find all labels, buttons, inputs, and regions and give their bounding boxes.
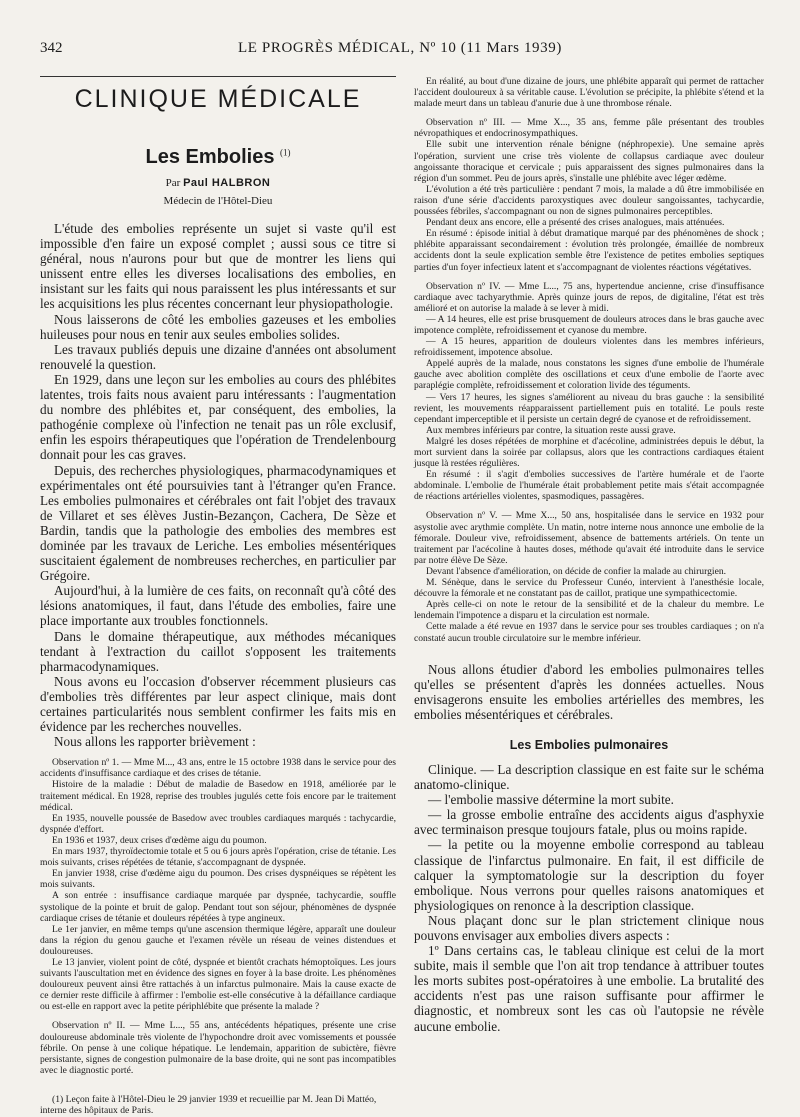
author-name: Paul HALBRON — [183, 177, 271, 189]
page-number: 342 — [40, 40, 63, 56]
left-column — [40, 76, 396, 1117]
journal-title: LE PROGRÈS MÉDICAL, Nº 10 (11 Mars 1939) — [238, 40, 562, 56]
section-rule — [40, 76, 396, 77]
introduction — [40, 221, 396, 749]
paragraph: Les travaux publiés depuis une dizaine d'années ont absolument renouvelé la question. — [40, 341, 396, 372]
author-prefix: Par — [165, 177, 181, 189]
observation-paragraph: Aux membres inférieurs par contre, la situation reste aussi grave. — [426, 424, 676, 436]
observation-1 — [40, 757, 396, 1012]
right-column — [414, 76, 764, 1034]
observation-paragraph: Observation nº 1. — Mme M..., 43 ans, entre le 15 octobre 1938 dans le service pour des accidents d'insuffisance cardiaque et des crises de tétanie. — [40, 757, 396, 780]
observation-paragraph: A son entrée : insuffisance cardiaque marquée par dyspnée, tachycardie, souffle systolique de la pointe et bruit de galop. Pendant tout son séjour, phénomènes de dyspnée cardiaque crises de tétanie et douleurs répétées à type angineux. — [40, 890, 396, 924]
paragraph: Clinique. — La description classique en est faite sur le schéma anatomo-clinique. — [414, 761, 764, 793]
observation-paragraph: Observation nº V. — Mme X..., 50 ans, hospitalisée dans le service en 1932 pour asystolie avec arythmie complète. Un matin, notre interne nous annonce une embolie de la fémorale. Douleur vive, refroidissement, absence de battements artériels. On tente un traitement par l'acécoline à hautes doses, méthode qu'avait été introduite dans le service par notre élève De Sèze. — [414, 510, 764, 566]
observation-paragraph: Observation nº II. — Mme L..., 55 ans, antécédents hépatiques, présente une crise douloureuse abdominale très violente de l'hypochondre droit avec vomissements et poussée fébrile. On pense à une colique hépatique. Le lendemain, apparition de subictère, fièvre persistante, signes de congestion pulmonaire de la base droite, qui ne sont pas incompatibles avec le diagnostic porté. — [40, 1020, 396, 1076]
observation-paragraph: Elle subit une intervention rénale bénigne (néphropexie). Une semaine après l'opération, survient une crise très violente de collapsus cardiaque avec douleur angoissante thoracique et cervicale ; puis apparaissent des signes pulmonaires dans la région d'un sommet. Peu de jours après, s'installe une phlébite avec léger œdème. — [414, 139, 764, 184]
observation-paragraph: Cette malade a été revue en 1937 dans le service pour ses troubles cardiaques ; on n'a constaté aucun trouble circulatoire sur le membre inférieur. — [414, 621, 764, 644]
observation-paragraph: En résumé : il s'agit d'embolies successives de l'artère humérale et de l'aorte abdominale. L'embolie de l'humérale était probablement petite mais s'était accompagnée de réactions artérielles violentes, spasmodiques, passagères. — [414, 469, 764, 503]
paragraph: L'étude des embolies représente un sujet si vaste qu'il est impossible d'en faire un exposé complet ; aussi sous ce titre si général, nous n'aurons pour but que de montrer les liens qui unissent entre elles les diverses localisations des embolies, en insistant sur les faits qui nous paraissent les plus intéressants et sur les acquisitions les plus récentes concernant leur physiopathologie. — [40, 221, 396, 312]
observation-2 — [40, 1020, 396, 1075]
observation-paragraph: Devant l'absence d'amélioration, on décide de confier la malade au chirurgien. — [426, 565, 727, 577]
paragraph: Nous avons eu l'occasion d'observer récemment plusieurs cas d'embolies très différentes par leur aspect clinique, mais dont certaines particularités nous semblent confirmer les faits mis en évidence par les recherches nouvelles. — [40, 673, 396, 735]
observation-paragraph: — Vers 17 heures, les signes s'améliorent au niveau du bras gauche : la sensibilité revient, les mouvements réapparaissent partiellement puis en totalité. Le pouls reste cependant imperceptible et il persiste un certain degré de cyanose et de refroidissement. — [414, 391, 764, 425]
study-outline — [414, 662, 764, 722]
paragraph: Nous allons les rapporter brièvement : — [54, 734, 256, 750]
observation-paragraph: Après celle-ci on note le retour de la sensibilité et de la chaleur du membre. Le lendemain l'impotence a disparu et la circulation est normale. — [414, 599, 764, 622]
observation-paragraph: — A 15 heures, apparition de douleurs violentes dans les membres inférieurs, refroidissement, impotence absolue. — [414, 336, 764, 359]
article-title — [40, 146, 396, 169]
observation-paragraph: L'évolution a été très particulière : pendant 7 mois, la malade a dû être immobilisée en raison d'une série d'accidents paroxystiques avec douleur sangoissantes, tachycardie, poussées fébriles, s'accompagnant ou non de signes pulmonaires perceptibles. — [414, 183, 764, 218]
paragraph: Nous laisserons de côté les embolies gazeuses et les embolies huileuses pour nous en tenir aux seules embolies solides. — [40, 311, 396, 342]
paragraph: Nous plaçant donc sur le plan strictement clinique nous pouvons envisager aux embolies divers aspects : — [414, 912, 764, 943]
observation-paragraph: — A 14 heures, elle est prise brusquement de douleurs atroces dans le bras gauche avec impotence complète, refroidissement et cyanose du membre. — [414, 313, 764, 336]
observation-5 — [414, 510, 764, 643]
paragraph: En 1929, dans une leçon sur les embolies au cours des phlébites latentes, trois faits nous avaient paru intéressants : l'augmentation du nombre des phlébites et, par conséquent, des embolies, la pathogénie complexe où l'infection ne tenait pas un rôle exclusif, enfin les espoirs thérapeutiques que l'opération de Trendelenbourg donnait pour les cas graves. — [40, 371, 396, 463]
observation-paragraph: En 1935, nouvelle poussée de Basedow avec troubles cardiaques marqués : tachycardie, dyspnée d'effort. — [40, 812, 396, 835]
footnote: (1) Leçon faite à l'Hôtel-Dieu le 29 janvier 1939 et recueillie par M. Jean Di Mattéo, interne des hôpitaux de Paris. — [40, 1093, 377, 1117]
observation-paragraph: En 1936 et 1937, deux crises d'œdème aigu du poumon. — [52, 834, 267, 846]
observation-paragraph: En réalité, au bout d'une dizaine de jours, une phlébite apparaît qui permet de rattacher l'accident douloureux à sa véritable cause. L'évolution se précipite, la phlébite s'étend et la malade meurt dans un tableau d'anurie due à une thrombose rénale. — [414, 76, 764, 110]
paragraph: Nous allons étudier d'abord les embolies pulmonaires telles qu'elles se présentent d'après les données actuelles. Nous envisagerons ensuite les embolies artérielles des membres, les embolies mésentériques et cérébrales. — [414, 661, 764, 722]
paragraph: 1º Dans certains cas, le tableau clinique est celui de la mort subite, mais il semble que l'on ait trop tendance à attribuer toutes les morts subites post-opératoires à une embolie. La brutalité des accidents n'est pas une raison suffisante pour affirmer le diagnostic, et nombreux sont les cas où l'autopsie ne révèle aucune embolie. — [414, 943, 764, 1034]
observation-3 — [414, 117, 764, 272]
observation-paragraph: Malgré les doses répétées de morphine et d'acécoline, administrées depuis le début, la mort survient dans la soirée par collapsus, alors que les contractions cardiaques étaient jusque là restées régulières. — [414, 435, 764, 470]
observation-paragraph: Appelé auprès de la malade, nous constatons les signes d'une embolie de l'humérale gauche avec abolition complète des oscillations et ceux d'une embolie de l'aorte avec paraplégie complète, refroidissement et coloration livide des téguments. — [414, 358, 764, 392]
article-title-text: Les Embolies — [145, 146, 275, 168]
observation-paragraph: Observation nº III. — Mme X..., 35 ans, femme pâle présentant des troubles névropathiques et endocrinosympathiques. — [414, 117, 764, 140]
observation-4 — [414, 281, 764, 503]
author-line — [40, 177, 396, 189]
observation-paragraph: Histoire de la maladie : Début de maladie de Basedow en 1918, améliorée par le traitement médical. En 1928, reprise des troubles jugulés cette fois encore par le traitement médical. — [40, 779, 396, 813]
paragraph: Dans le domaine thérapeutique, aux méthodes mécaniques tendant à l'extraction du caillot s'opposent les traitements pharmacodynamiques. — [40, 628, 396, 674]
observation-paragraph: En mars 1937, thyroïdectomie totale et 5 ou 6 jours après l'opération, crise de tétanie. Les mois suivants, crises répétées de tétanie, s'accompagnant de dyspnée. — [40, 846, 396, 869]
observation-2-continued — [414, 76, 764, 109]
observation-paragraph: M. Sénèque, dans le service du Professeur Cunéo, intervient à l'anesthésie locale, découvre la fémorale et ne constatant pas de caillot, pratique une sympathicectomie. — [414, 577, 764, 600]
paragraph: — l'embolie massive détermine la mort subite. — [428, 792, 674, 808]
paragraph: Depuis, des recherches physiologiques, pharmacodynamiques et expérimentales ont été poursuivies tant à l'étranger qu'en France. Les embolies pulmonaires et cérébrales ont fait l'objet des travaux de Villaret et ses élèves Justin-Bezançon, Cachera, De Sèze et Bardin, tandis que la pathologie des embolies des membres est dominée par les travaux de Leriche. Les embolies mésentériques suscitaient également de nombreuses recherches, en particulier par Grégoire. — [40, 462, 396, 584]
paragraph: — la petite ou la moyenne embolie correspond au tableau classique de l'infarctus pulmonaire. En fait, il est difficile de calquer la symptomatologie sur la description du foyer embolique. Nous verrons pour quelles raisons anatomiques et physiologiques on renonce à la description classique. — [414, 837, 764, 913]
paragraph: Aujourd'hui, à la lumière de ces faits, on reconnaît qu'à côté des lésions anatomiques, il faut, dans l'étude des embolies, faire une place importante aux troubles fonctionnels. — [40, 583, 396, 629]
subsection-heading: Les Embolies pulmonaires — [509, 737, 669, 752]
observation-paragraph: En janvier 1938, crise d'œdème aigu du poumon. Des crises dyspnéiques se répètent les mois suivants. — [40, 868, 396, 891]
clinique-section — [414, 762, 764, 1034]
observation-paragraph: Pendant deux ans encore, elle a présenté des crises analogues, mais atténuées. — [426, 217, 725, 229]
title-footnote-ref: (1) — [280, 147, 291, 158]
observation-paragraph: Observation nº IV. — Mme L..., 75 ans, hypertendue ancienne, crise d'insuffisance cardiaque avec tachyarythmie. Après quinze jours de repos, de digitaline, l'état est très amélioré et on autorise la malade à se lever à midi. — [414, 280, 764, 314]
running-header — [0, 40, 800, 62]
paragraph: — la grosse embolie entraîne des accidents aigus d'asphyxie avec terminaison presque toujours fatale, plus ou moins rapide. — [414, 807, 764, 838]
author-affiliation: Médecin de l'Hôtel-Dieu — [163, 195, 273, 207]
section-heading: CLINIQUE MÉDICALE — [74, 85, 362, 113]
observation-paragraph: En résumé : épisode initial à début dramatique marqué par des phénomènes de shock ; phlébite apparaissant secondairement : évolution très prolongée, émaillée de nombreux accidents dont la seule explication semble être l'existence de petites embolies septiques parties d'un foyer infectieux latent et s'accompagnant de violentes réactions végétatives. — [414, 228, 764, 273]
observation-paragraph: Le 13 janvier, violent point de côté, dyspnée et bientôt crachats hémoptoïques. Les jours suivants l'auscultation met en évidence des signes en foyer à la base droite. Les phénomènes douloureux peuvent ainsi être rattachés à un infarctus pulmonaire. Mais la cause exacte de ce dernier reste difficile à affirmer : l'embolie est-elle consécutive à la défaillance cardiaque ou est-elle en rapport avec la petite périphlébite que présente la malade ? — [40, 956, 396, 1013]
observation-paragraph: Le 1er janvier, en même temps qu'une ascension thermique légère, apparaît une douleur dans la région du genou gauche et l'examen révèle un réseau de veines distendues et douloureuses. — [40, 923, 396, 957]
